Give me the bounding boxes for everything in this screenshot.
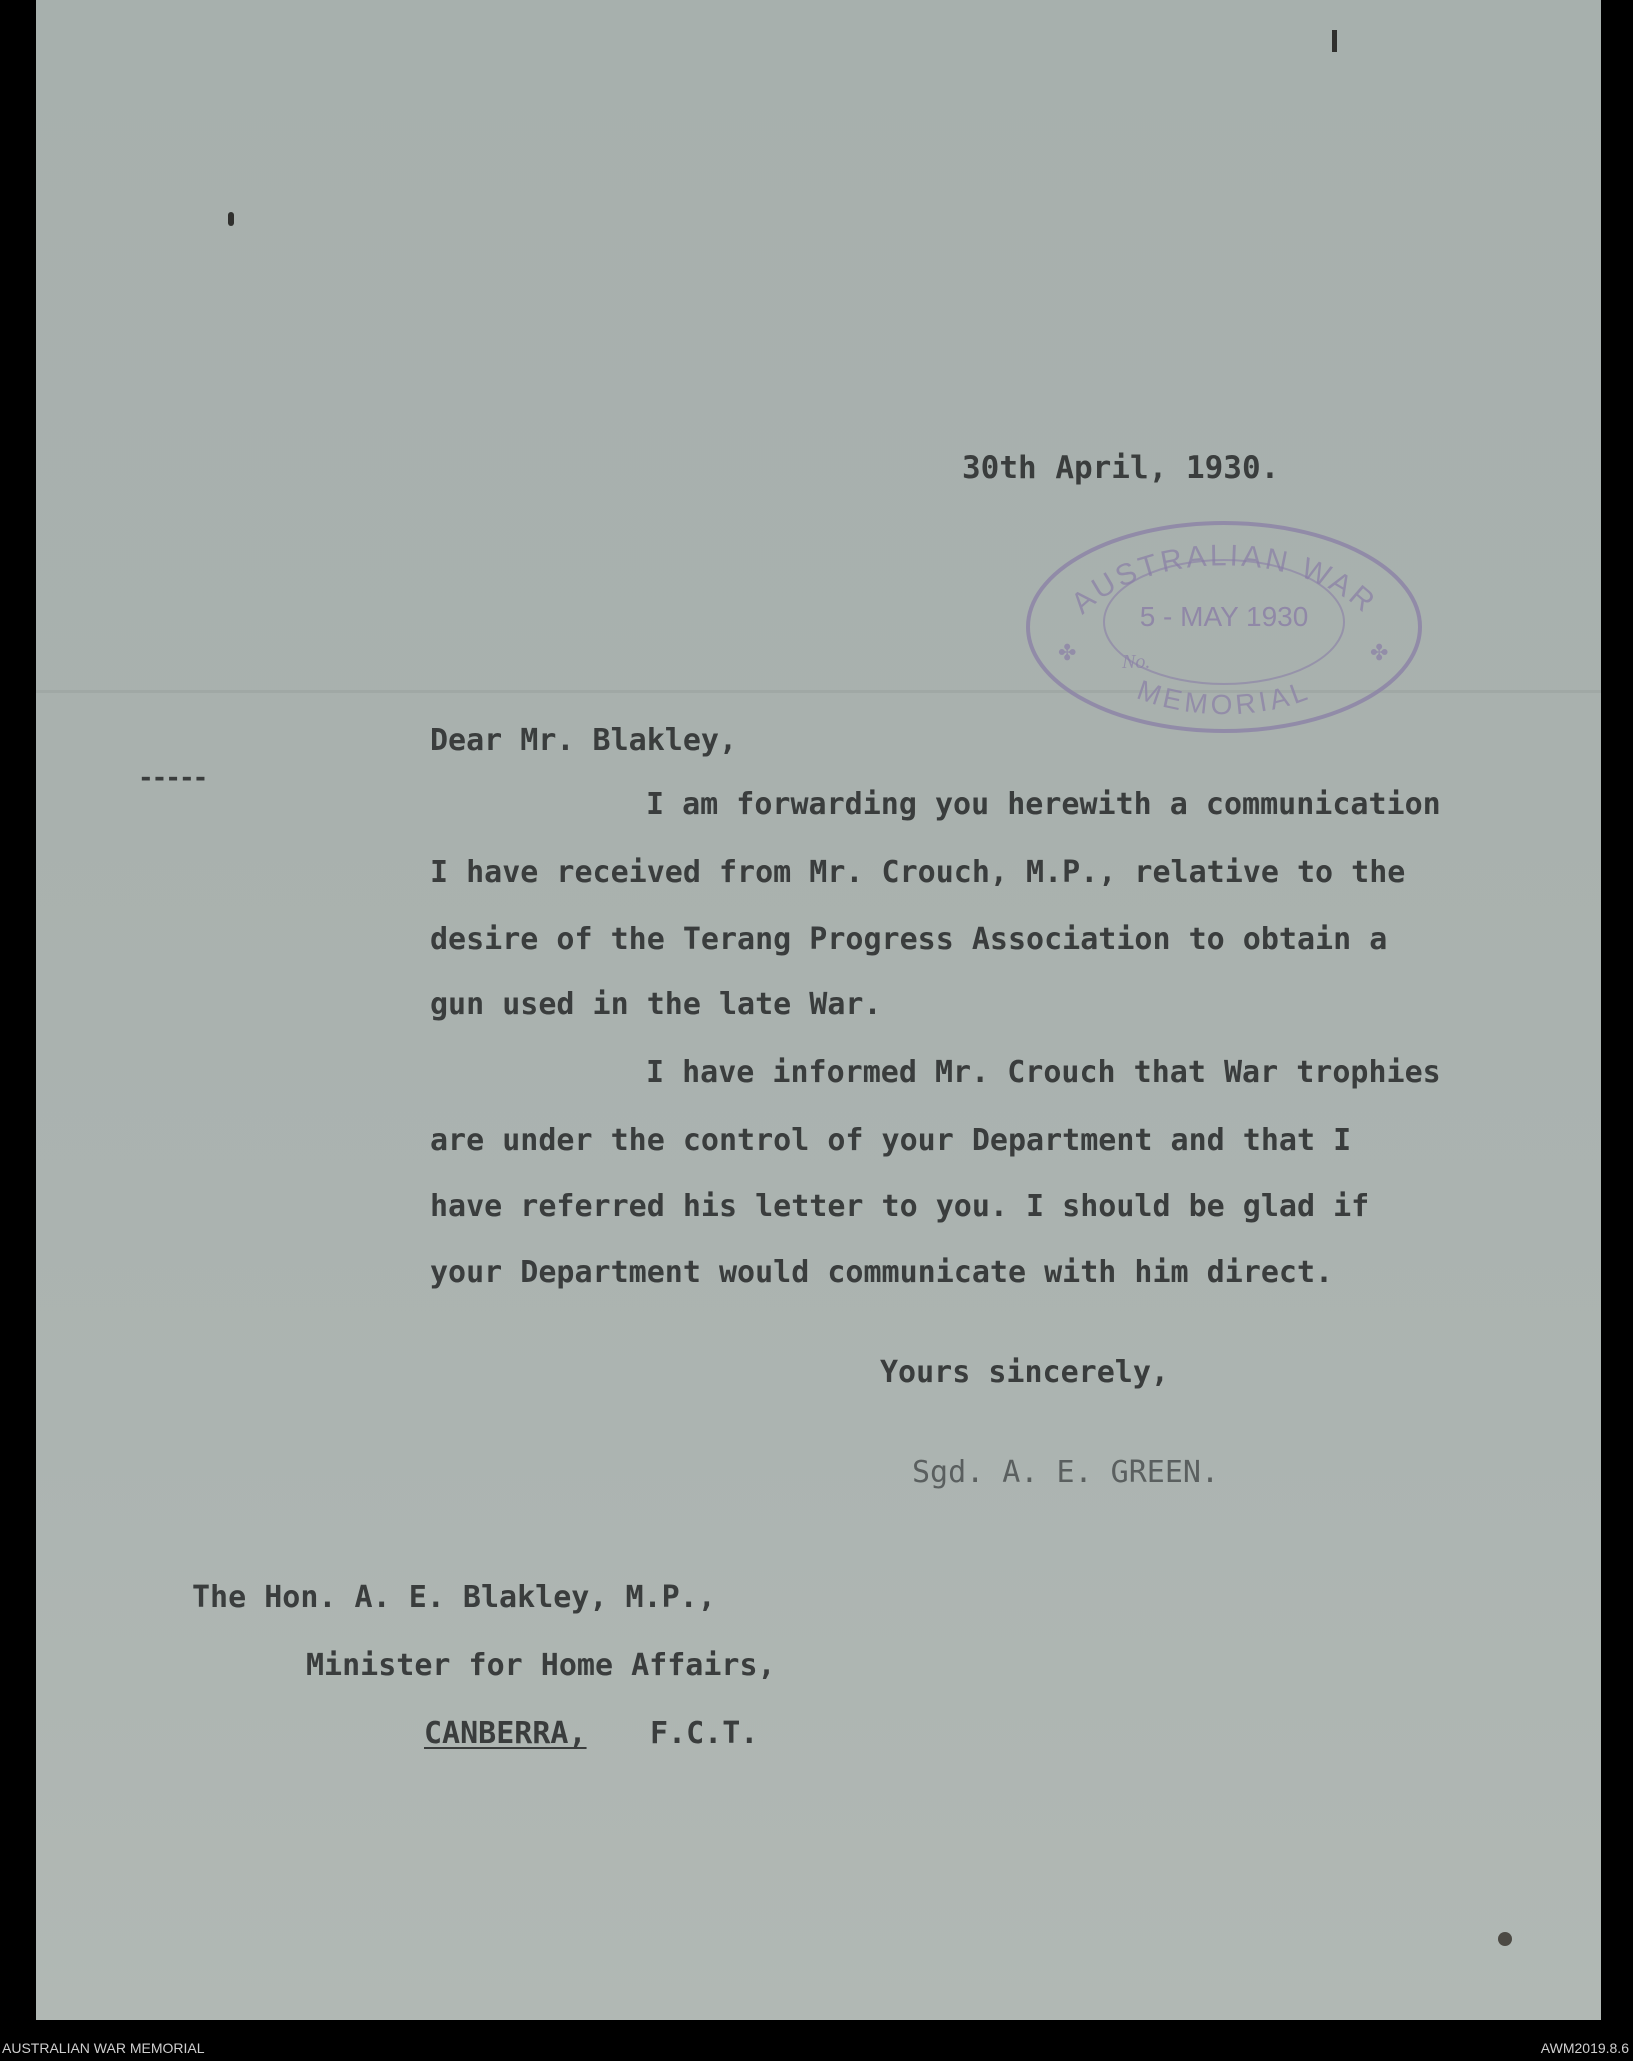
body-line: desire of the Terang Progress Association to obtain a [430,922,1388,957]
recipient-territory: F.C.T. [650,1716,759,1751]
footer-right: AWM2019.8.6 [1540,2040,1629,2056]
stamp-top-text: AUSTRALIAN WAR [1065,539,1383,621]
stamp-date: 5 - MAY 1930 [1139,601,1309,632]
body-line: I am forwarding you herewith a communication [646,787,1441,822]
stamp-flourish-right-icon: ✤ [1370,641,1389,666]
paper-blemish [228,212,234,226]
body-line: are under the control of your Department and that I [430,1123,1352,1158]
body-line: I have received from Mr. Crouch, M.P., relative to the [430,855,1406,890]
closing: Yours sincerely, [880,1355,1169,1390]
marginal-mark: ----- [138,763,207,793]
recipient-city: CANBERRA, [424,1716,587,1751]
body-line: your Department would communicate with him direct. [430,1255,1334,1290]
stamp-flourish-left-icon: ✤ [1058,641,1077,666]
received-stamp [1022,518,1426,736]
recipient-title: Minister for Home Affairs, [306,1648,776,1683]
svg-text:MEMORIAL [1133,674,1314,720]
stamp-number-label: No. [1122,651,1151,673]
footer-left: AUSTRALIAN WAR MEMORIAL [2,2040,205,2056]
letter-page [36,0,1601,2020]
body-line: gun used in the late War. [430,987,882,1022]
salutation: Dear Mr. Blakley, [430,723,738,758]
stamp-bottom-text: MEMORIAL [1133,673,1315,721]
signature: Sgd. A. E. GREEN. [912,1455,1220,1490]
recipient-name: The Hon. A. E. Blakley, M.P., [192,1580,716,1615]
paper-blemish [1332,30,1337,52]
letter-date: 30th April, 1930. [962,450,1280,486]
body-line: I have informed Mr. Crouch that War trophies [646,1055,1441,1090]
body-line: have referred his letter to you. I should be glad if [430,1189,1370,1224]
paper-hole [1498,1932,1512,1946]
